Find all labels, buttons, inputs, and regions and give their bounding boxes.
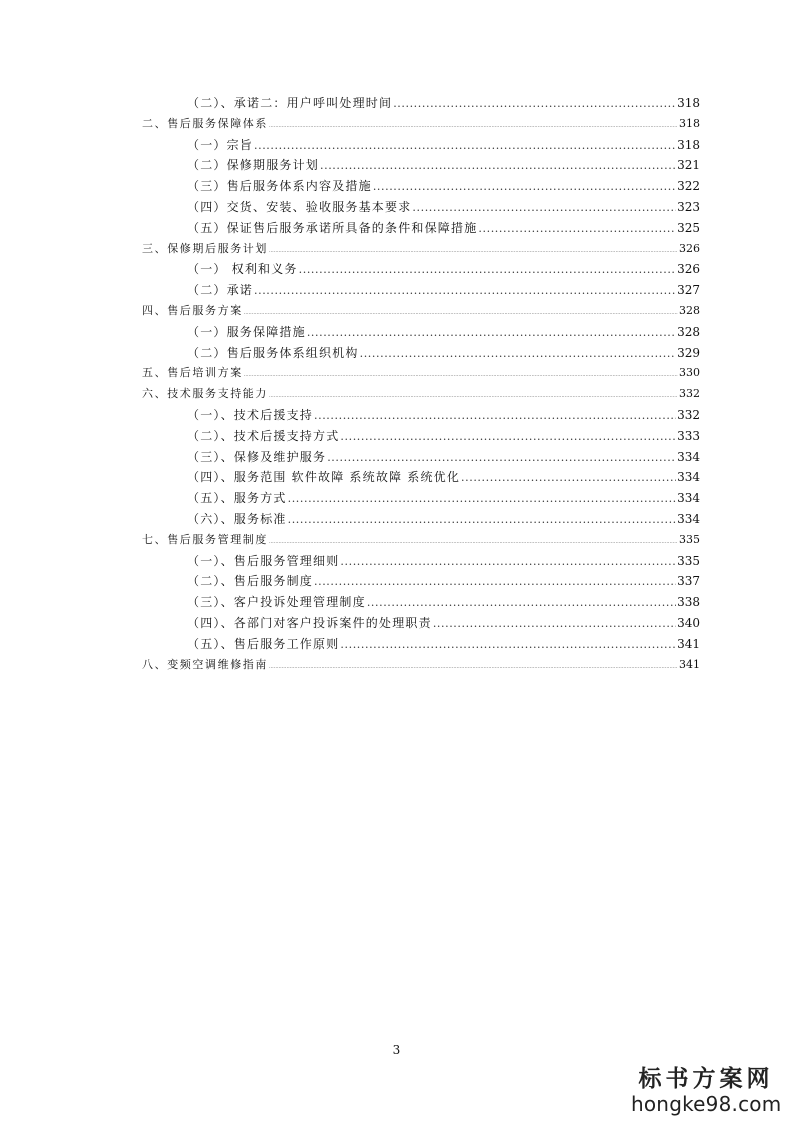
toc-section-entry[interactable]: [142, 364, 700, 385]
toc-dot-leader: [314, 408, 676, 422]
toc-subsection-entry[interactable]: [142, 448, 700, 469]
toc-entry-title: （一）服务保障措施: [187, 324, 306, 339]
toc-dot-leader: [340, 637, 676, 651]
toc-entry-page: 338: [677, 595, 700, 610]
toc-entry-title: （二）保修期服务计划: [187, 158, 320, 173]
toc-entry-title: 三、保修期后服务计划: [142, 241, 268, 255]
toc-subsection-entry[interactable]: [142, 219, 700, 240]
toc-entry-page: 318: [677, 96, 700, 110]
toc-subsection-entry[interactable]: [142, 94, 700, 115]
toc-entry-page: 327: [677, 283, 700, 298]
toc-entry-title: （二）、售后服务制度: [187, 574, 314, 589]
toc-entry-title: 七、售后服务管理制度: [142, 532, 268, 546]
toc-subsection-entry[interactable]: [142, 614, 700, 635]
toc-section-entry[interactable]: [142, 240, 700, 261]
toc-entry-title: （四）、服务范围 软件故障 系统故障 系统优化: [187, 470, 461, 485]
toc-entry-page: 326: [677, 262, 700, 277]
toc-entry-title: 四、售后服务方案: [142, 303, 243, 317]
toc-entry-title: （一）、技术后援支持: [187, 407, 314, 422]
toc-section-entry[interactable]: [142, 531, 700, 552]
toc-subsection-entry[interactable]: [142, 427, 700, 448]
toc-entry-page: 333: [677, 428, 700, 443]
toc-entry-page: 341: [679, 657, 700, 671]
toc-dot-leader: [327, 450, 676, 464]
toc-dot-leader: [269, 387, 678, 400]
toc-subsection-entry[interactable]: [142, 156, 700, 177]
toc-dot-leader: [254, 138, 676, 152]
toc-entry-page: 328: [679, 303, 700, 317]
toc-dot-leader: [433, 616, 676, 630]
toc-dot-leader: [269, 658, 678, 671]
toc-entry-page: 318: [677, 137, 700, 152]
toc-section-entry[interactable]: [142, 656, 700, 677]
toc-entry-page: 318: [679, 116, 700, 130]
toc-entry-title: （二）承诺: [187, 283, 254, 298]
toc-subsection-entry[interactable]: [142, 344, 700, 365]
toc-entry-page: 335: [679, 532, 700, 546]
toc-subsection-entry[interactable]: [142, 177, 700, 198]
toc-section-entry[interactable]: [142, 115, 700, 136]
toc-entry-page: 328: [677, 324, 700, 339]
toc-entry-title: 五、售后培训方案: [142, 366, 243, 380]
toc-entry-page: 340: [677, 615, 700, 630]
toc-entry-page: 332: [677, 407, 700, 422]
toc-dot-leader: [478, 221, 676, 235]
toc-subsection-entry[interactable]: [142, 136, 700, 157]
toc-entry-title: （二）、技术后援支持方式: [187, 428, 340, 443]
toc-entry-title: 八、变频空调维修指南: [142, 657, 268, 671]
toc-entry-title: （一）宗旨: [187, 137, 254, 152]
toc-dot-leader: [393, 96, 676, 110]
toc-entry-title: （五）、服务方式: [187, 491, 287, 506]
toc-entry-title: （四）、各部门对客户投诉案件的处理职责: [187, 615, 432, 630]
toc-subsection-entry[interactable]: [142, 198, 700, 219]
toc-dot-leader: [288, 491, 676, 505]
toc-subsection-entry[interactable]: [142, 260, 700, 281]
toc-entry-title: （三）、客户投诉处理管理制度: [187, 595, 366, 610]
toc-entry-title: 二、售后服务保障体系: [142, 116, 268, 130]
toc-dot-leader: [307, 325, 676, 339]
toc-subsection-entry[interactable]: [142, 323, 700, 344]
toc-subsection-entry[interactable]: [142, 635, 700, 656]
toc-dot-leader: [269, 242, 678, 255]
toc-entry-page: 334: [677, 470, 700, 485]
toc-entry-title: （一）、售后服务管理细则: [187, 553, 340, 568]
toc-entry-page: 341: [677, 636, 700, 651]
toc-entry-title: （二）售后服务体系组织机构: [187, 345, 359, 360]
toc-dot-leader: [244, 304, 678, 317]
toc-subsection-entry[interactable]: [142, 593, 700, 614]
watermark-logo: [631, 1066, 781, 1116]
toc-entry-title: （一） 权利和义务: [187, 262, 298, 277]
toc-subsection-entry[interactable]: [142, 572, 700, 593]
toc-dot-leader: [360, 346, 676, 360]
toc-entry-title: 六、技术服务支持能力: [142, 387, 268, 401]
toc-dot-leader: [373, 179, 676, 193]
toc-entry-page: 335: [677, 553, 700, 568]
toc-subsection-entry[interactable]: [142, 281, 700, 302]
toc-entry-page: 329: [677, 345, 700, 360]
watermark-url: hongke98.com: [631, 1092, 782, 1116]
toc-entry-page: 334: [677, 491, 700, 506]
toc-entry-page: 334: [677, 449, 700, 464]
toc-entry-title: （五）保证售后服务承诺所具备的条件和保障措施: [187, 220, 478, 235]
toc-dot-leader: [367, 595, 676, 609]
toc-entry-page: 337: [677, 574, 700, 589]
watermark-chinese-text: 标书方案网: [638, 1065, 774, 1092]
toc-dot-leader: [320, 158, 676, 172]
toc-subsection-entry[interactable]: [142, 552, 700, 573]
toc-dot-leader: [461, 470, 676, 484]
toc-dot-leader: [340, 554, 676, 568]
toc-dot-leader: [254, 283, 676, 297]
toc-dot-leader: [269, 533, 678, 546]
toc-entry-page: 330: [679, 366, 700, 380]
toc-dot-leader: [299, 262, 676, 276]
toc-dot-leader: [269, 117, 678, 130]
toc-dot-leader: [314, 574, 676, 588]
page-number: 3: [392, 1043, 401, 1057]
toc-dot-leader: [340, 429, 676, 443]
toc-subsection-entry[interactable]: [142, 468, 700, 489]
toc-entry-page: 321: [677, 158, 700, 173]
toc-entry-title: （六）、服务标准: [187, 511, 287, 526]
toc-entry-page: 326: [679, 241, 700, 255]
toc-entry-page: 332: [679, 387, 700, 401]
toc-entry-page: 325: [677, 220, 700, 235]
toc-subsection-entry[interactable]: [142, 489, 700, 510]
toc-entry-title: （五）、售后服务工作原则: [187, 636, 340, 651]
toc-dot-leader: [412, 200, 676, 214]
toc-entry-title: （三）、保修及维护服务: [187, 449, 327, 464]
table-of-contents: [142, 94, 700, 676]
toc-subsection-entry[interactable]: [142, 406, 700, 427]
toc-entry-page: 323: [677, 199, 700, 214]
toc-dot-leader: [244, 366, 678, 379]
toc-section-entry[interactable]: [142, 385, 700, 406]
toc-entry-page: 334: [677, 511, 700, 526]
toc-entry-title: （二）、承诺二：用户呼叫处理时间: [187, 96, 393, 110]
toc-subsection-entry[interactable]: [142, 510, 700, 531]
toc-entry-title: （三）售后服务体系内容及措施: [187, 179, 372, 194]
toc-entry-title: （四）交货、安装、验收服务基本要求: [187, 199, 412, 214]
toc-section-entry[interactable]: [142, 302, 700, 323]
toc-entry-page: 322: [677, 179, 700, 194]
toc-dot-leader: [288, 512, 676, 526]
